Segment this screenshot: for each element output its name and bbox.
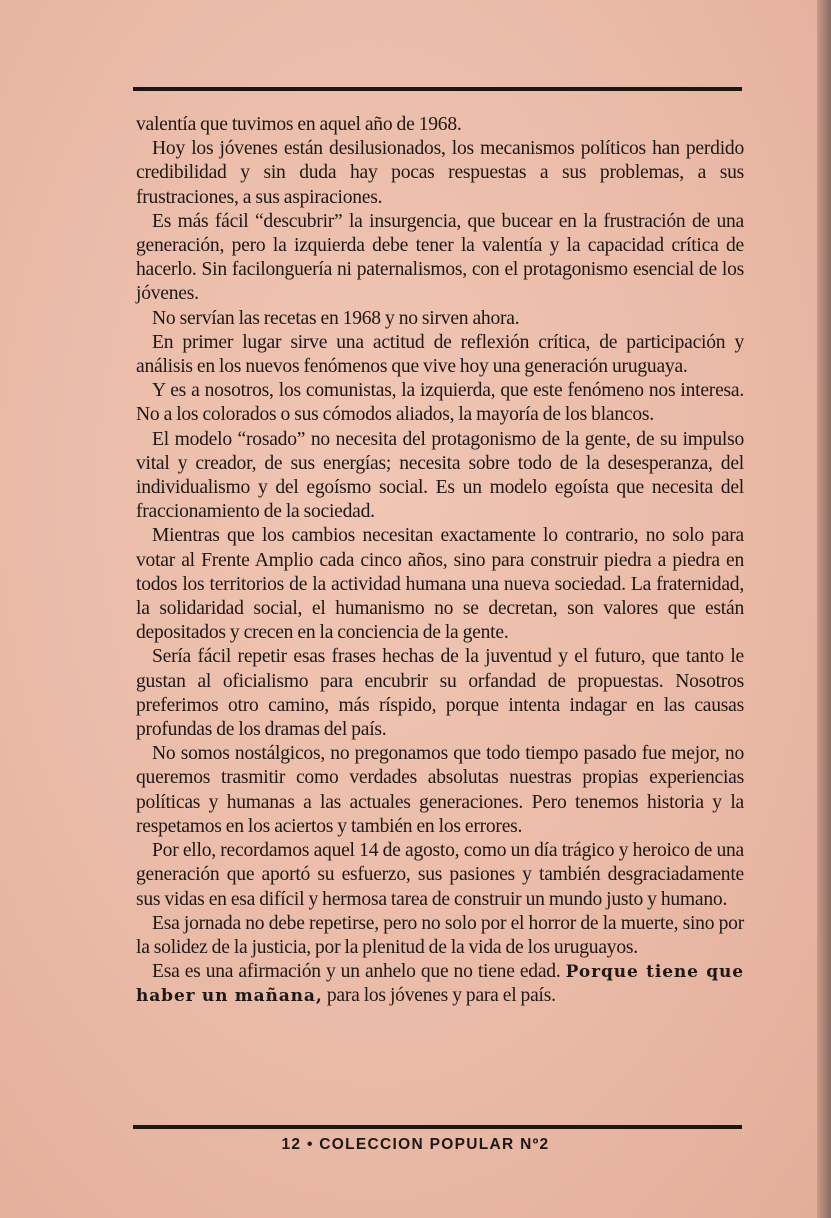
final-paragraph-end: para los jóvenes y para el país.: [326, 985, 556, 1007]
paragraph: Es más fácil “descubrir” la insurgencia, que bucear en la frustración de una generación, pero la izquierda debe tener la valentía y la capacidad crítica de hacerlo. Sin facilonguería ni paternalismos, con el protagonismo esencial de los jóvenes.: [136, 210, 744, 305]
paragraph: En primer lugar sirve una actitud de reflexión crítica, de participación y análisis en los nuevos fenómenos que vive hoy una generación uruguaya.: [136, 331, 744, 378]
paragraph: Por ello, recordamos aquel 14 de agosto, como un día trágico y heroico de una generación que aportó su esfuerzo, sus pasiones y también desgraciadamente sus vidas en esa difícil y hermosa tarea de construir un mundo justo y humano.: [136, 840, 744, 910]
paragraph: Y es a nosotros, los comunistas, la izquierda, que este fenómeno nos interesa. No a los colorados o sus cómodos aliados, la mayoría de los blancos.: [136, 380, 744, 426]
body-text: [136, 113, 744, 1009]
paragraph: El modelo “rosado” no necesita del protagonismo de la gente, de su impulso vital y creador, de sus energías; necesita sobre todo de la desesperanza, del individualismo y del egoísmo social. Es un modelo egoísta que necesita del fraccionamiento de la sociedad.: [136, 428, 744, 523]
paragraph: No servían las recetas en 1968 y no sirven ahora.: [152, 307, 520, 329]
paragraph: Mientras que los cambios necesitan exactamente lo contrario, no solo para votar al Frente Amplio cada cinco años, sino para construir piedra a piedra en todos los territorios de la actividad humana una nueva sociedad. La fraternidad, la solidaridad social, el humanismo no se decretan, son valores que están depositados y crecen en la conciencia de la gente.: [136, 525, 744, 644]
paragraph: Sería fácil repetir esas frases hechas de la juventud y el futuro, que tanto le gustan al oficialismo para encubrir su orfandad de propuestas. Nosotros preferimos otro camino, más ríspido, porque intenta indagar en las causas profundas de los dramas del país.: [136, 646, 744, 741]
final-paragraph: [136, 960, 744, 1008]
paragraph: No somos nostálgicos, no pregonamos que todo tiempo pasado fue mejor, no queremos trasmitir como verdades absolutas nuestras propias experiencias políticas y humanas a las actuales generaciones. Pero tenemos historia y la respetamos en los aciertos y también en los errores.: [136, 743, 744, 837]
paragraph: Hoy los jóvenes están desilusionados, los mecanismos políticos han perdido credibilidad y sin duda hay pocas respuestas a sus problemas, a sus frustraciones, a sus aspiraciones.: [136, 138, 744, 208]
top-rule: [133, 87, 742, 91]
emphasized-phrase: Porque tiene que haber un mañana,: [136, 962, 744, 1007]
paragraph: valentía que tuvimos en aquel año de 1968.: [136, 114, 462, 135]
page-edge: [817, 0, 831, 1218]
final-paragraph-start: Esa es una afirmación y un anhelo que no tiene edad.: [152, 961, 561, 983]
bottom-rule: [133, 1125, 742, 1129]
paragraph: Esa jornada no debe repetirse, pero no solo por el horror de la muerte, sino por la solidez de la justicia, por la plenitud de la vida de los uruguayos.: [136, 912, 744, 958]
page-footer: 12 • COLECCION POPULAR Nº2: [281, 1136, 550, 1153]
